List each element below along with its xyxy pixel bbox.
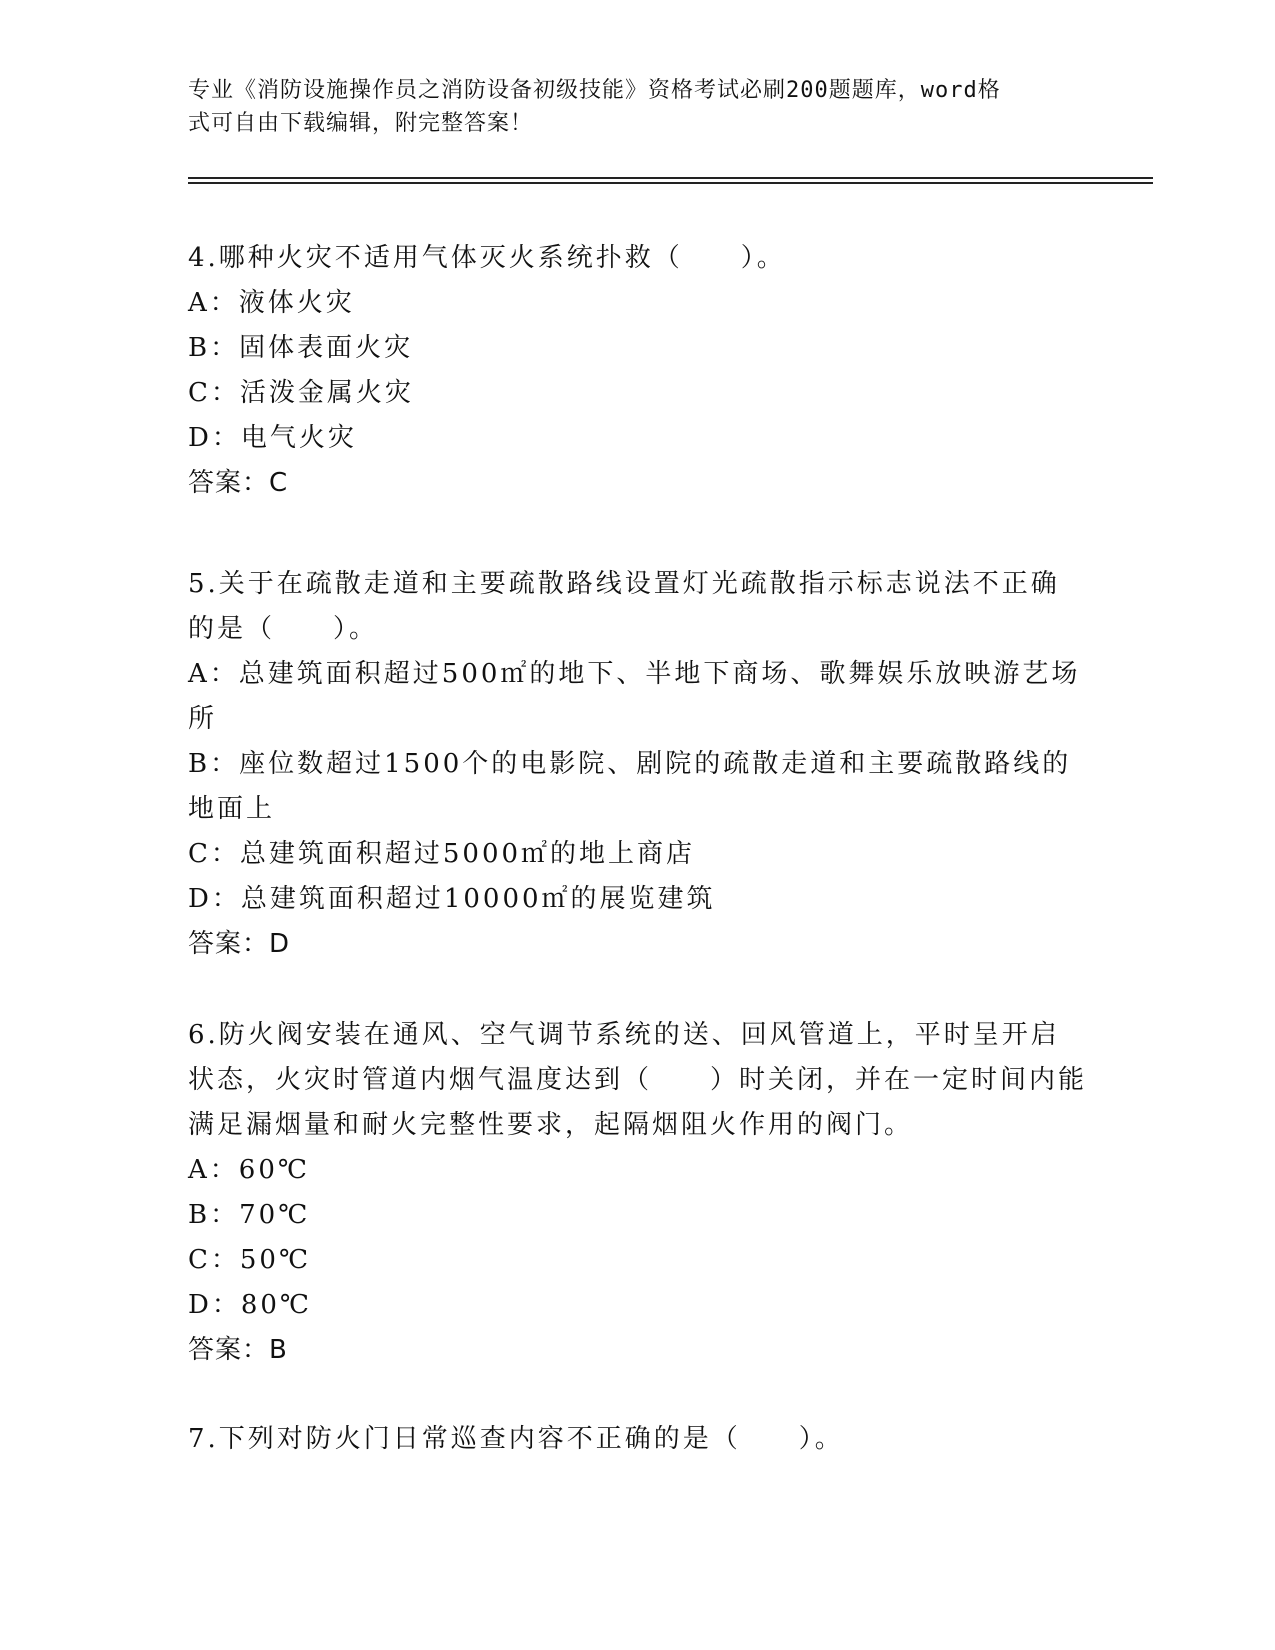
option-b-line-1: B：座位数超过1500个的电影院、剧院的疏散走道和主要疏散路线的 <box>188 749 1072 779</box>
option-b: B：70℃ <box>188 1200 311 1230</box>
option-c: C：活泼金属火灾 <box>188 378 414 408</box>
answer-label: 答案：B <box>188 1335 288 1365</box>
question-stem: 7.下列对防火门日常巡查内容不正确的是（ ）。 <box>188 1424 844 1454</box>
question-stem: 4.哪种火灾不适用气体灭火系统扑救（ ）。 <box>188 243 786 273</box>
header-line-1: 专业《消防设施操作员之消防设备初级技能》资格考试必刷200题题库，word格 <box>188 78 1001 103</box>
option-a-line-1: A：总建筑面积超过500㎡的地下、半地下商场、歌舞娱乐放映游艺场 <box>188 659 1081 689</box>
option-c: C：50℃ <box>188 1245 312 1275</box>
document-header <box>188 74 1088 140</box>
header-line-2: 式可自由下载编辑，附完整答案！ <box>188 111 534 136</box>
option-d: D：80℃ <box>188 1290 313 1320</box>
header-divider-top <box>188 177 1153 179</box>
question-stem-line-2: 的是（ ）。 <box>188 614 379 644</box>
question-6 <box>188 1013 1088 1373</box>
answer-label: 答案：C <box>188 468 289 498</box>
answer-label: 答案：D <box>188 929 291 959</box>
option-a: A：60℃ <box>188 1155 310 1185</box>
question-stem-line-2: 状态，火灾时管道内烟气温度达到（ ）时关闭，并在一定时间内能 <box>188 1065 1088 1095</box>
option-d: D：电气火灾 <box>188 423 357 453</box>
header-divider-bottom <box>188 182 1153 184</box>
question-stem-line-1: 5.关于在疏散走道和主要疏散路线设置灯光疏散指示标志说法不正确 <box>188 569 1060 599</box>
question-stem-line-3: 满足漏烟量和耐火完整性要求，起隔烟阻火作用的阀门。 <box>188 1110 914 1140</box>
option-c: C：总建筑面积超过5000㎡的地上商店 <box>188 839 696 869</box>
option-a-line-2: 所 <box>188 704 218 734</box>
question-stem-line-1: 6.防火阀安装在通风、空气调节系统的送、回风管道上，平时呈开启 <box>188 1020 1060 1050</box>
option-d: D：总建筑面积超过10000㎡的展览建筑 <box>188 884 716 914</box>
question-7 <box>188 1417 1068 1462</box>
option-b: B：固体表面火灾 <box>188 333 414 363</box>
option-b-line-2: 地面上 <box>188 794 276 824</box>
question-4 <box>188 236 1068 506</box>
option-a: A：液体火灾 <box>188 288 355 318</box>
question-5 <box>188 562 1081 967</box>
